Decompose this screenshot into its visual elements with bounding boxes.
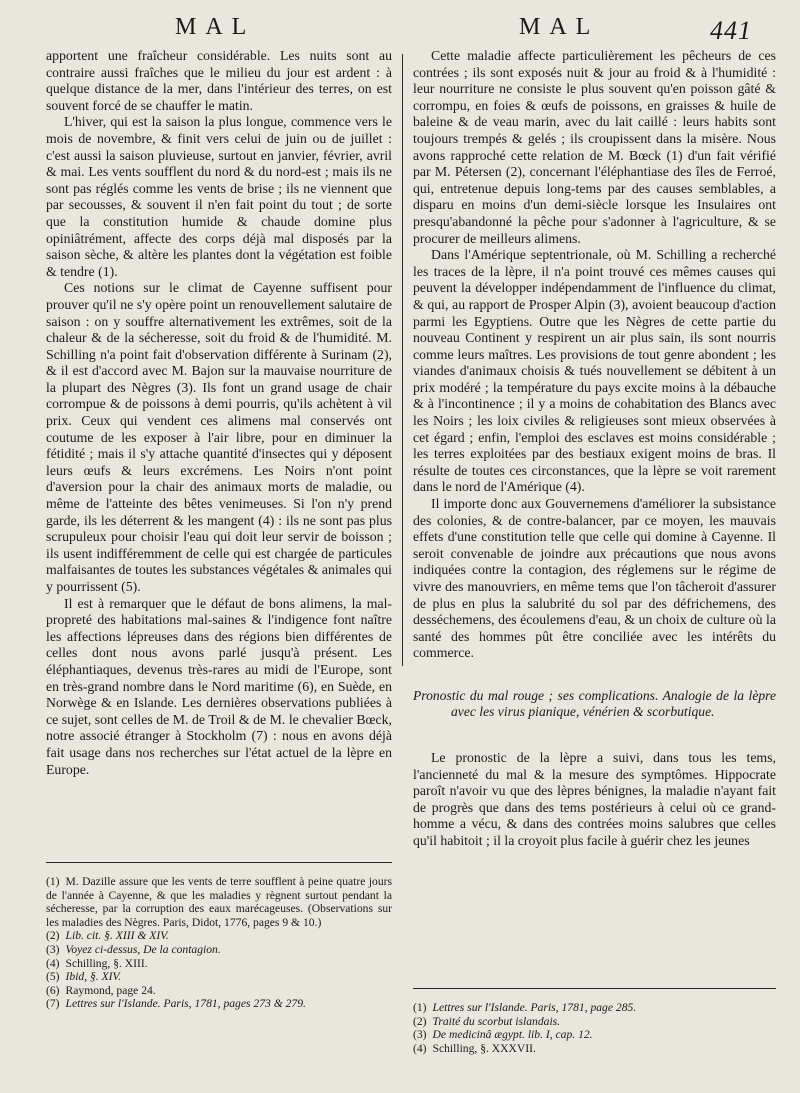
- paragraph: Il est à remarquer que le défaut de bons alimens, la mal-propreté des habitations mal-saines & l'indigence font naître les affections lépreuses dans des régions bien différentes de celles dont nous avons parlé jusqu'à présent. Les éléphantiaques, devenus très-rares au midi de l'Europe, sont en très-grand nombre dans le Nord maritime (6), en Suède, en Norwège & en Islande. Les dernières observations publiées à ce sujet, sont celles de M. de Troil & de M. le chevalier Bœck, notre associé étranger à Stockholm (7) : nous en avons déjà fait usage dans nos recherches sur l'état actuel de la lèpre en Europe.: [46, 595, 392, 777]
- paragraph: L'hiver, qui est la saison la plus longue, commence vers le mois de novembre, & finit vers celui de juin ou de juillet : c'est aussi la saison pluvieuse, surtout en janvier, février, avril & mai. Les vents soufflent du nord & du nord-est ; mais ils ne sont pas réglés comme les vents de brise ; ils ne viennent que par secousses, & souvent il n'en fait point du tout ; de sorte que la constitution humide & chaude domine plus opiniâtrément, affecte des corps déjà mal disposés par la saison sèche, & altère les plantes dont la végétation est foible & tendre (1).: [46, 114, 392, 279]
- footnotes-left: [46, 862, 392, 1011]
- footnote: (4) Schilling, §. XIII.: [46, 956, 148, 970]
- paragraph: Le pronostic de la lèpre a suivi, dans tous les tems, l'ancienneté du mal & la mesure des symptômes. Hippocrate paroît n'avoir vu que des lèpres bénignes, la maladie n'ayant fait de progrès que dans des tems postérieurs à celui où ce grand-homme a vécu, & dans des contrées moins salubres que celles qu'il habitoit ; il la croyoit plus facile à guérir chez les jeunes: [413, 749, 776, 848]
- footnote: (7) Lettres sur l'Islande. Paris, 1781, pages 273 & 279.: [46, 997, 306, 1011]
- footnote: (1) M. Dazille assure que les vents de terre soufflent à peine quatre jours de l'année à Cayenne, & que les maladies y règnent surtout pendant la sécheresse, par la corruption des eaux marécageuses. (Observations sur les maladies des Nègres. Paris, Didot, 1776, pages 9 & 10.): [46, 875, 392, 929]
- page-number: 441: [710, 16, 752, 45]
- column-divider: [402, 54, 403, 666]
- paragraph: apportent une fraîcheur considérable. Les nuits sont au contraire aussi fraîches que le milieu du jour est ardent : à quelque distance de la mer, dans l'intérieur des terres, on est souvent forcé de se chauffer le matin.: [46, 48, 392, 113]
- running-head-right: MAL: [519, 14, 600, 40]
- running-head-left: MAL: [175, 14, 256, 40]
- left-column: [46, 48, 392, 778]
- right-column: [413, 48, 776, 850]
- footnote-rule: [46, 862, 392, 863]
- footnote-rule: [413, 988, 776, 989]
- paragraph: Cette maladie affecte particulièrement les pêcheurs de ces contrées ; ils sont exposés nuit & jour au froid & à l'humidité : leur nourriture ne consiste le plus souvent qu'en poisson gâté & corrompu, en foies & œufs de poissons, en graisses & huile de baleine & de veau marin, avec du lait caillé : leurs habits sont toujours trempés & gelés ; ils croupissent dans la misère. Nous avons rapproché cette relation de M. Bœck (1) d'un fait vérifié par M. Pétersen (2), concernant l'éléphantiase des îles de Ferroé, qui, entretenue depuis long-tems par des causes semblables, a disparu en moins d'un demi-siècle lorsque les Insulaires ont presqu'abandonné la pêche pour s'adonner à l'agriculture, & se procurer de meilleurs alimens.: [413, 48, 776, 246]
- section-heading: Pronostic du mal rouge ; ses complications. Analogie de la lèpre avec les virus pianique, vénérien & scorbutique.: [413, 687, 776, 719]
- paragraph: Il importe donc aux Gouvernemens d'améliorer la subsistance des colonies, & de contre-balancer, par ce moyen, les mauvais effets d'une constitution telle que celle qui domine à Cayenne. Il seroit convenable de joindre aux précautions que nous avons indiquées contre la contagion, des réglemens sur le régime de vivre des manouvriers, en même tems que l'on tâcheroit d'assurer de plus en plus la salubrité du sol par des défrichemens, des desséchemens, des écoulemens d'eau, & un choix de culture où la santé des hommes pût être conciliée avec les intérêts du commerce.: [413, 496, 776, 661]
- footnote: (4) Schilling, §. XXXVII.: [413, 1041, 536, 1055]
- footnote: (5) Ibid, §. XIV.: [46, 970, 122, 984]
- footnote: (3) De medicinâ ægypt. lib. I, cap. 12.: [413, 1028, 593, 1042]
- footnotes-right: [413, 988, 776, 1055]
- footnote: (2) Lib. cit. §. XIII & XIV.: [46, 929, 169, 943]
- footnote: (6) Raymond, page 24.: [46, 983, 156, 997]
- footnote: (2) Traité du scorbut islandais.: [413, 1014, 561, 1028]
- footnote: (3) Voyez ci-dessus, De la contagion.: [46, 942, 221, 956]
- paragraph: Ces notions sur le climat de Cayenne suffisent pour prouver qu'il ne s'y opère point un renouvellement salutaire de saison : on y souffre alternativement les extrêmes, soit de la chaleur & de la sécheresse, soit du froid & de l'humidité. M. Schilling n'a point fait d'observation différente à Surinam (2), & il est d'accord avec M. Bajon sur la mauvaise nourriture de la plupart des Nègres (3). Ils font un grand usage de chair corrompue & de poissons à demi pourris, qu'ils achètent à vil prix. Ceux qui vendent ces alimens mal conservés ont coutume de les exposer à l'air libre, pour en diminuer la fétidité ; mais il s'y attache quantité d'insectes qui y déposent leurs œufs & leurs excrémens. Les Noirs n'ont point d'aversion pour la chair des animaux morts de maladie, ou même de l'atteinte des bêtes venimeuses. Si l'on n'y prend garde, ils les déterrent & les mangent (4) : ils ne sont pas plus scrupuleux pour choisir l'eau qui doit leur servir de boisson ; ils usent indifféremment de celle qui est chargée de particules malfaisantes de toutes les substances végétales & animales qui y pourrissent (5).: [46, 280, 392, 594]
- footnote: (1) Lettres sur l'Islande. Paris, 1781, page 285.: [413, 1001, 637, 1014]
- running-head: [0, 14, 800, 50]
- paragraph: Dans l'Amérique septentrionale, où M. Schilling a recherché les traces de la lèpre, il n'a point trouvé ces mêmes causes qui peuvent la développer indépendamment de l'influence du climat, & qui, au rapport de Prosper Alpin (3), avoient beaucoup d'action parmi les Egyptiens. Outre que les Nègres de cette partie du nouveau Continent y respirent un air plus sain, ils sont nourris comme leurs maîtres. Les provisions de tout genre abondent ; les viandes d'animaux choisis & tués nouvellement se débitent à un prix modéré ; la température du pays excite moins à la débauche & à l'incontinence ; il y a moins de cohabitation des Blancs avec les Noirs ; les loix civiles & religieuses sont mieux observées à cet égard ; enfin, l'emploi des esclaves est moins considérable ; les terres exploitées par des bestiaux exigent moins de bras. Il résulte de toutes ces circonstances, que la lèpre se voit rarement dans le nord de l'Amérique (4).: [413, 247, 776, 495]
